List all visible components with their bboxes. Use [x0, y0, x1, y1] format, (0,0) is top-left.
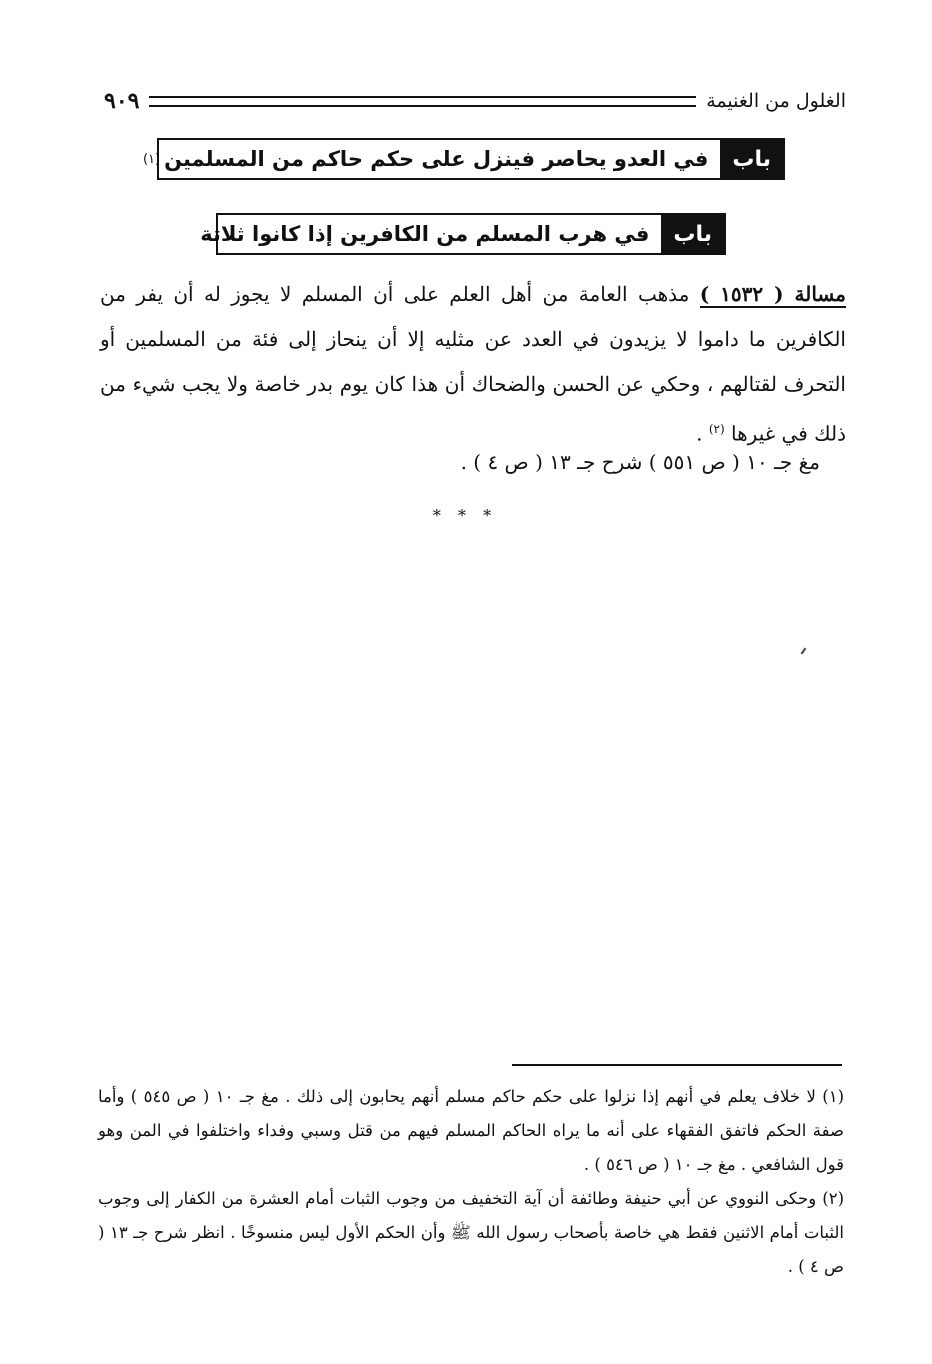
stray-mark: [801, 648, 807, 655]
footnote-mark: (٢): [708, 422, 725, 436]
running-title: الغلول من الغنيمة: [706, 90, 846, 112]
chapter-title-text: في العدو يحاصر فينزل على حكم حاكم من المسلمين: [164, 147, 709, 171]
footnotes: [98, 1080, 844, 1284]
header-rule: [149, 96, 696, 107]
footnote-mark: (١): [142, 151, 161, 167]
section-separator: * * *: [432, 506, 498, 525]
page-number: ٩٠٩: [104, 88, 140, 114]
issue-paragraph: [100, 272, 846, 457]
chapter-bab-label: باب: [661, 215, 724, 253]
chapter-heading-2: [200, 213, 726, 255]
issue-label: مسالة ( ١٥٣٢ ): [699, 282, 846, 306]
chapter-heading-1: [142, 138, 785, 180]
footnote-2: (٢) وحكى النووي عن أبي حنيفة وطائفة أن آية التخفيف من وجوب الثبات أمام العشرة من الكفار إلى وجوب الثبات أمام الاثنين فقط هي خاصة بأصحاب رسول الله ﷺ وأن الحكم الأول ليس منسوخًا . انظر شرح جـ ١٣ ( ص ٤ ) .: [98, 1189, 844, 1276]
sentence-end: .: [696, 421, 709, 446]
footnote-rule: [512, 1064, 842, 1066]
chapter-title: في هرب المسلم من الكافرين إذا كانوا ثلاثة: [200, 222, 650, 246]
chapter-title: [131, 140, 720, 178]
page-header: [104, 84, 846, 118]
issue-text: مذهب العامة من أهل العلم على أن المسلم لا يجوز له أن يفر من الكافرين ما داموا لا يزيدون في العدد عن مثليه إلا أن ينحاز إلى فئة من المسلمين أو التحرف لقتالهم ، وحكي عن الحسن والضحاك أن هذا كان يوم بدر خاصة ولا يجب شيء من ذلك في غيرها: [100, 282, 846, 446]
source-reference: مغ جـ ١٠ ( ص ٥٥١ ) شرح جـ ١٣ ( ص ٤ ) .: [460, 450, 820, 474]
chapter-bab-label: باب: [720, 140, 783, 178]
footnote-1: (١) لا خلاف يعلم في أنهم إذا نزلوا على حكم حاكم مسلم أنهم يحابون إلى ذلك . مغ جـ ١٠ ( ص ٥٤٥ ) وأما صفة الحكم فاتفق الفقهاء على أنه ما يراه الحاكم المسلم فيهم من قتل وسبي وفداء واختلفوا في المن وهو قول الشافعي . مغ جـ ١٠ ( ص ٥٤٦ ) .: [98, 1087, 844, 1174]
